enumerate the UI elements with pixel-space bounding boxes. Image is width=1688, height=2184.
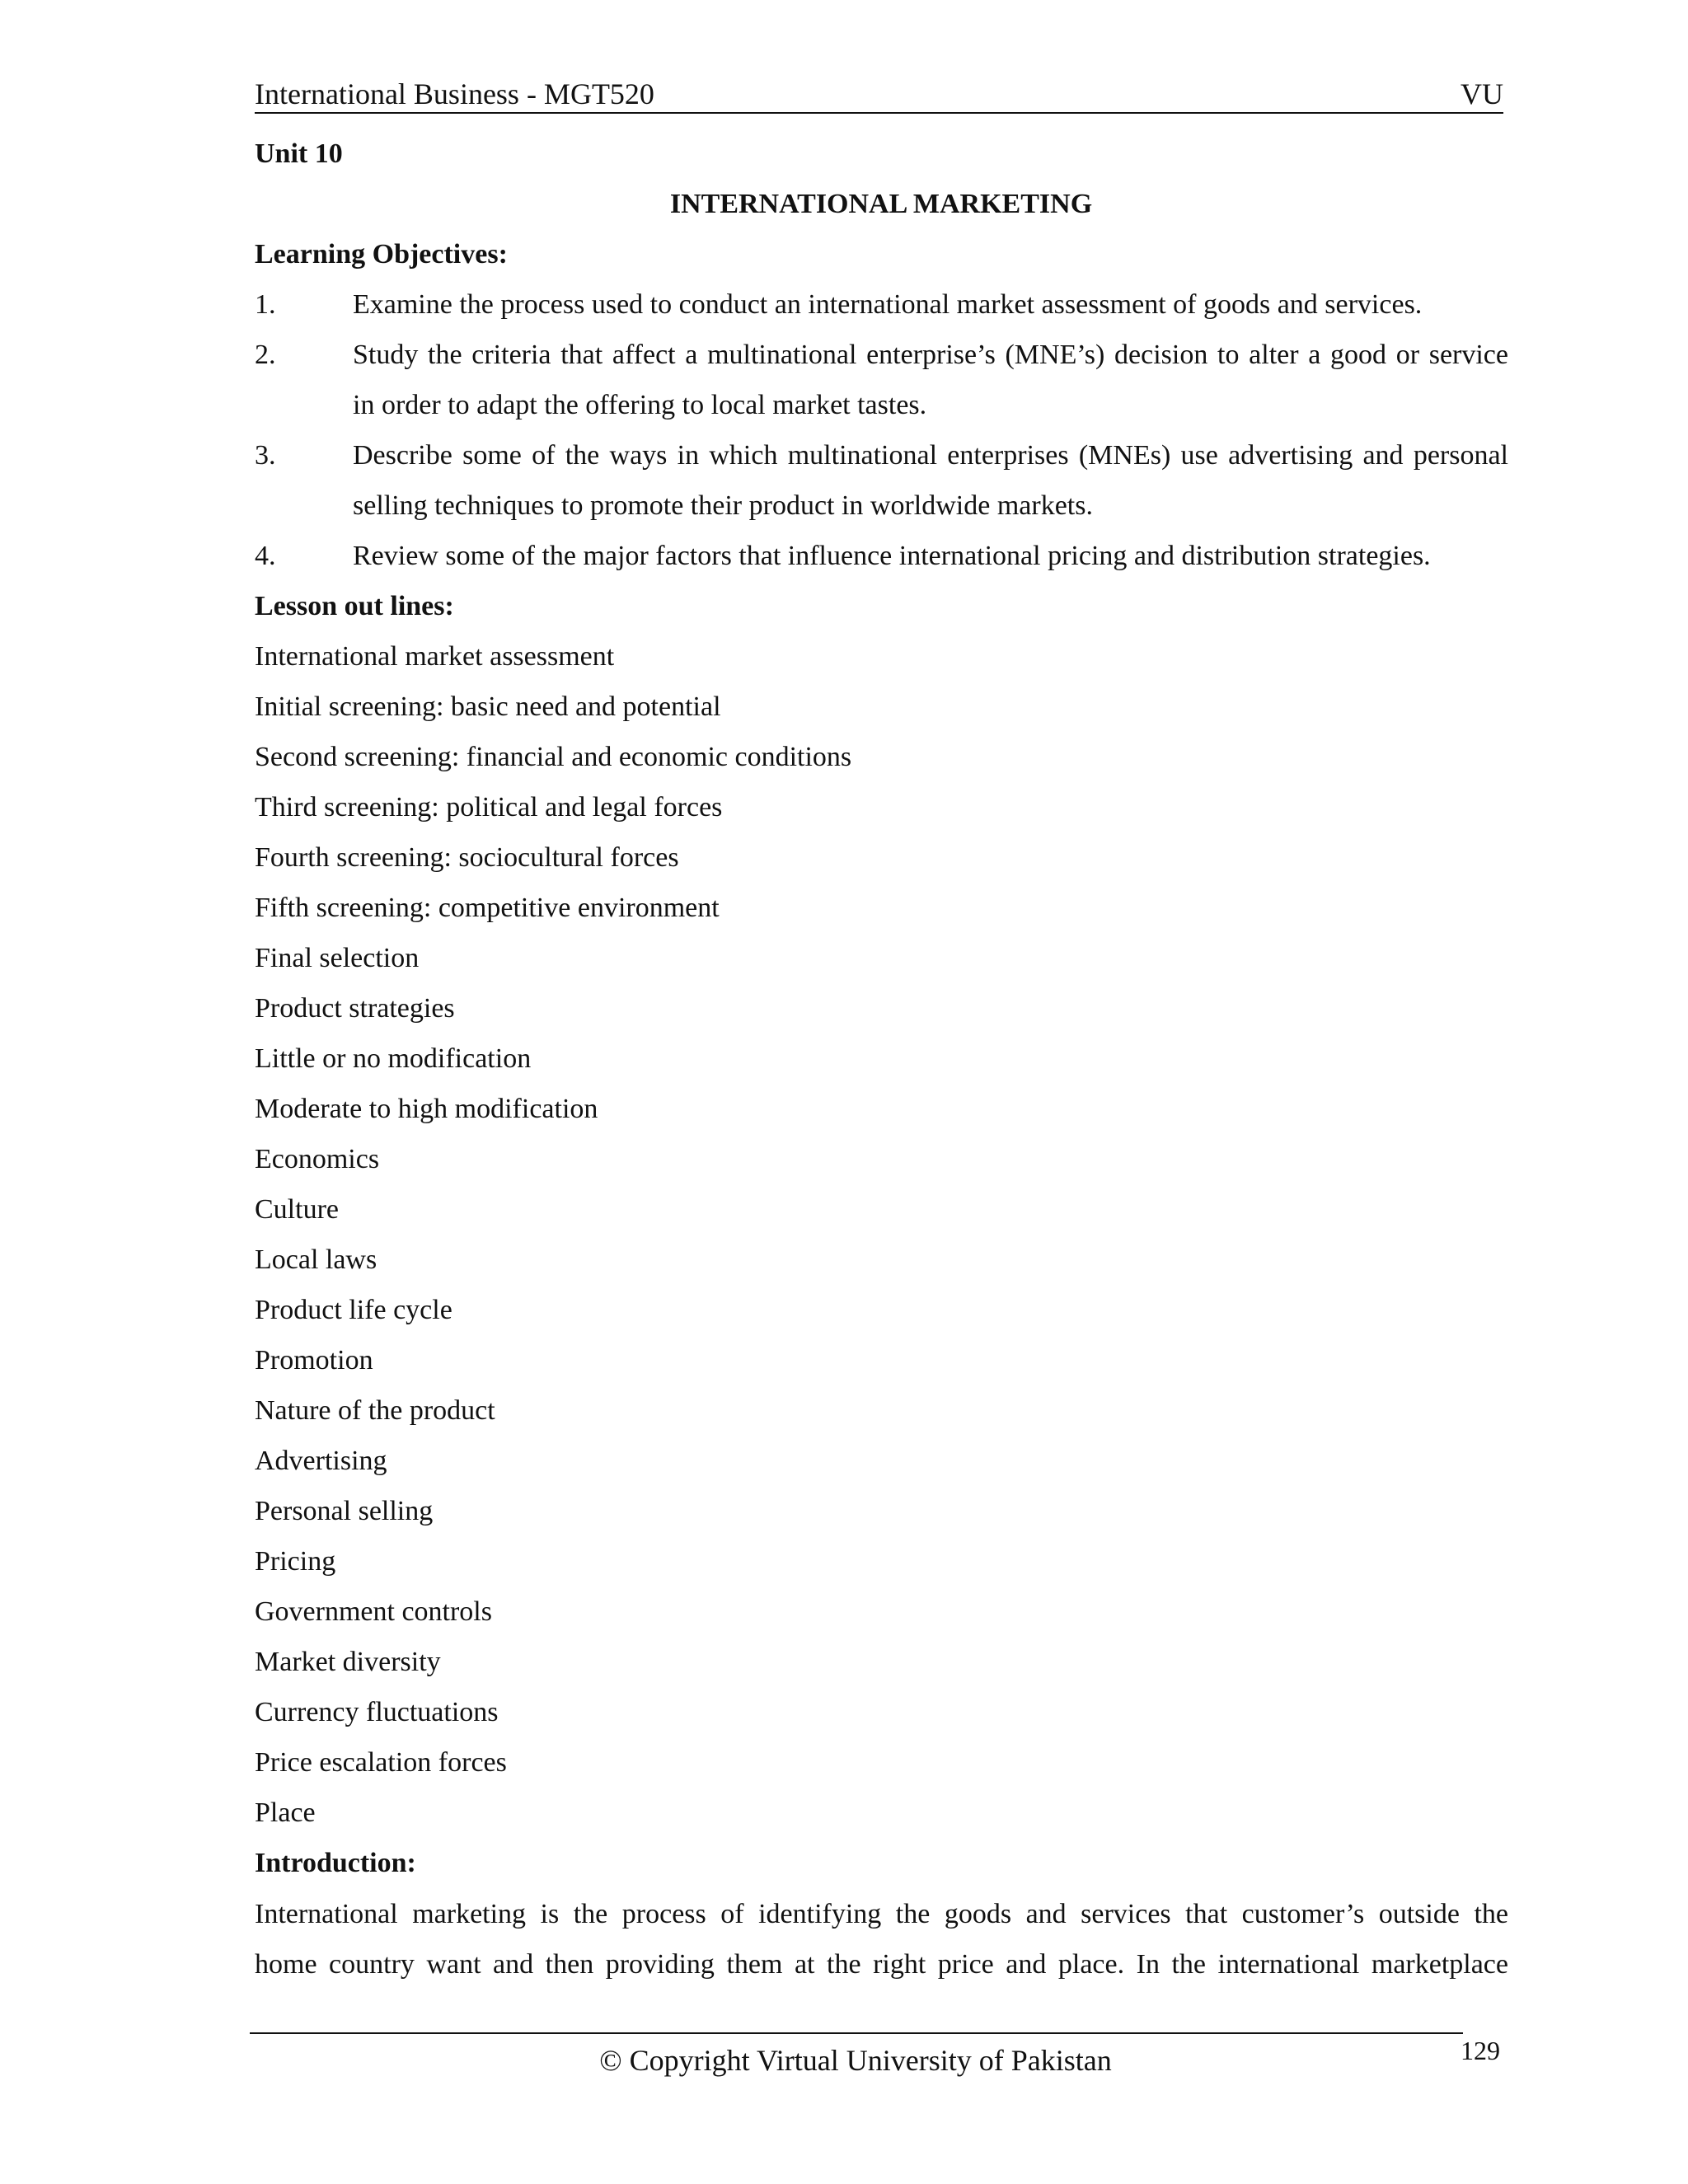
page-number: 129	[1461, 2036, 1500, 2065]
objective-number: 1.	[255, 289, 276, 320]
outline-item: Final selection	[255, 943, 420, 973]
objectives-heading: Learning Objectives:	[255, 239, 508, 269]
outline-item: Fifth screening: competitive environment	[255, 893, 720, 923]
copyright-footer: © Copyright Virtual University of Pakistan	[599, 2044, 1112, 2077]
introduction-line: International marketing is the process of identifying the goods and services that customer’s outside the	[255, 1899, 1508, 1929]
outline-item: Pricing	[255, 1546, 336, 1577]
outline-item: Initial screening: basic need and potential	[255, 691, 721, 722]
outline-item: Advertising	[255, 1446, 387, 1476]
outline-item: Moderate to high modification	[255, 1094, 598, 1124]
outline-item: Little or no modification	[255, 1043, 532, 1074]
outline-item: Market diversity	[255, 1647, 441, 1677]
page-header	[255, 76, 1503, 114]
outline-item: Product strategies	[255, 993, 455, 1024]
outline-item: Personal selling	[255, 1496, 434, 1526]
course-title: International Business - MGT520	[255, 77, 654, 110]
outline-item: Economics	[255, 1144, 380, 1174]
institution-label: VU	[1461, 77, 1503, 110]
objective-number: 2.	[255, 340, 276, 370]
outline-item: Price escalation forces	[255, 1747, 507, 1778]
outline-item: Product life cycle	[255, 1295, 452, 1325]
outline-item: Culture	[255, 1194, 339, 1225]
footer-rule	[250, 2032, 1463, 2034]
outline-item: Fourth screening: sociocultural forces	[255, 842, 679, 873]
outline-item: Second screening: financial and economic conditions	[255, 742, 852, 772]
objective-text-continued: selling techniques to promote their product in worldwide markets.	[353, 490, 1093, 521]
outline-item: Government controls	[255, 1596, 492, 1627]
objective-text: Study the criteria that affect a multinational enterprise’s (MNE’s) decision to alter a good or service	[353, 340, 1508, 370]
outline-item: Third screening: political and legal forces	[255, 792, 723, 823]
objective-text: Describe some of the ways in which multinational enterprises (MNEs) use advertising and personal	[353, 440, 1508, 471]
outline-item: Promotion	[255, 1345, 373, 1376]
outline-heading: Lesson out lines:	[255, 591, 454, 621]
outline-item: Place	[255, 1797, 316, 1828]
introduction-heading: Introduction:	[255, 1848, 416, 1878]
introduction-line: home country want and then providing them at the right price and place. In the international marketplace	[255, 1949, 1508, 1980]
page-title: INTERNATIONAL MARKETING	[669, 189, 1093, 219]
outline-item: International market assessment	[255, 641, 615, 672]
objective-number: 3.	[255, 440, 276, 471]
outline-item: Currency fluctuations	[255, 1697, 499, 1727]
outline-item: Nature of the product	[255, 1395, 495, 1426]
objective-text-continued: in order to adapt the offering to local market tastes.	[353, 390, 927, 420]
unit-label: Unit 10	[255, 138, 343, 169]
objective-text: Review some of the major factors that influence international pricing and distribution strategies.	[353, 541, 1431, 571]
outline-item: Local laws	[255, 1244, 377, 1275]
objective-text: Examine the process used to conduct an international market assessment of goods and services.	[353, 289, 1423, 320]
objective-number: 4.	[255, 541, 276, 571]
